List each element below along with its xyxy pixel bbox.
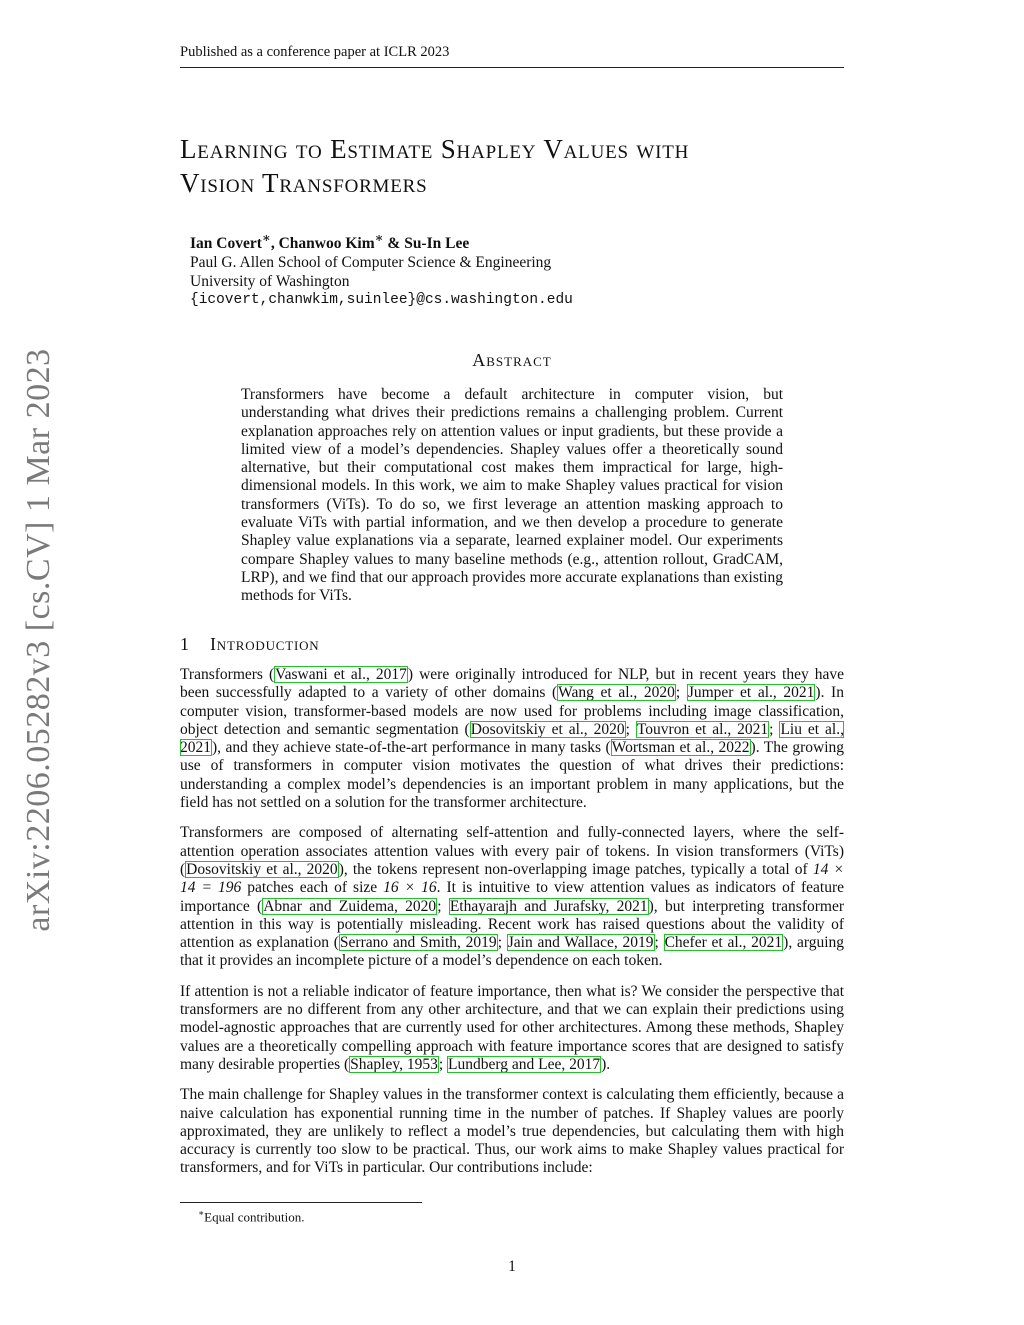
university: University of Washington bbox=[190, 273, 350, 291]
author-1-mark: ∗ bbox=[261, 230, 271, 245]
citation-link[interactable]: Liu et al., 2021 bbox=[180, 720, 844, 757]
author-2-mark: ∗ bbox=[374, 230, 384, 245]
title-line-1: Learning to Estimate Shapley Values with bbox=[180, 134, 690, 164]
citation-link[interactable]: Wang et al., 2020 bbox=[558, 684, 675, 702]
citation-link[interactable]: Shapley, 1953 bbox=[350, 1055, 438, 1073]
section-title: Introduction bbox=[210, 634, 320, 654]
citation-link[interactable]: Jumper et al., 2021 bbox=[687, 684, 815, 702]
page-number: 1 bbox=[508, 1258, 516, 1275]
citation-link[interactable]: Chefer et al., 2021 bbox=[664, 934, 783, 952]
citation-link[interactable]: Dosovitskiy et al., 2020 bbox=[470, 720, 625, 738]
math-patch-count: 14 × 14 = 196 bbox=[180, 860, 844, 897]
section-heading bbox=[180, 634, 319, 655]
author-block bbox=[190, 228, 573, 310]
title-line-2: Vision Transformers bbox=[180, 168, 428, 198]
footnote-text: Equal contribution. bbox=[204, 1209, 305, 1225]
citation-link[interactable]: Ethayarajh and Jurafsky, 2021 bbox=[449, 897, 648, 915]
arxiv-stamp-text: arXiv:2206.05282v3 [cs.CV] 1 Mar 2023 bbox=[20, 348, 57, 932]
running-header: Published as a conference paper at ICLR 2023 bbox=[180, 44, 844, 68]
arxiv-stamp bbox=[4, 350, 74, 930]
paper-title bbox=[180, 132, 860, 200]
email: {icovert,chanwkim,suinlee}@cs.washington.edu bbox=[190, 292, 573, 309]
math-patch-size: 16 × 16 bbox=[383, 879, 437, 897]
citation-link[interactable]: Touvron et al., 2021 bbox=[636, 720, 769, 738]
citation-link[interactable]: Vaswani et al., 2017 bbox=[275, 666, 407, 683]
citation-link[interactable]: Jain and Wallace, 2019 bbox=[507, 934, 654, 952]
citation-link[interactable]: Abnar and Zuidema, 2020 bbox=[263, 897, 437, 915]
paragraph-4: The main challenge for Shapley values in the transformer context is calculating them efficiently, because a naive calculation has exponential running time in the number of patches. If Shapley values are poorly approximated, they are unlikely to reflect a model’s true dependencies, but calculating them with high accuracy is currently too slow to be practical. Thus, our work aims to make Shapley values practical for transformers, and for ViTs in particular. Our contributions include: bbox=[180, 1086, 844, 1177]
author-names: Ian Covert∗, Chanwoo Kim∗ & Su-In Lee bbox=[190, 230, 470, 253]
citation-link[interactable]: Dosovitskiy et al., 2020 bbox=[186, 860, 338, 878]
paragraph-2: Transformers are composed of alternating self-attention and fully-connected layers, where the self-attention operation associates attention values with every pair of tokens. In vision transformers (ViTs) (Dosovitskiy et al., 2020), the tokens represent non-overlapping image patches, typically a total of 14 × 14 = 196 patches each of size 16 × 16. It is intuitive to view attention values as indicators of feature importance (Abnar and Zuidema, 2020; Ethayarajh and Jurafsky, 2021), but interpreting transformer attention in this way is potentially misleading. Recent work has raised questions about the validity of attention as explanation (Serrano and Smith, 2019; Jain and Wallace, 2019; Chefer et al., 2021), arguing that it provides an incomplete picture of a model’s dependence on each token. bbox=[180, 824, 845, 970]
citation-link[interactable]: Wortsman et al., 2022 bbox=[611, 739, 750, 757]
citation-link[interactable]: Lundberg and Lee, 2017 bbox=[448, 1055, 601, 1073]
author-2: Chanwoo Kim bbox=[278, 235, 375, 253]
citation-link[interactable]: Serrano and Smith, 2019 bbox=[339, 934, 497, 952]
intro-body bbox=[180, 666, 844, 1190]
footnote bbox=[198, 1208, 305, 1225]
affiliation: Paul G. Allen School of Computer Science & Engineering bbox=[190, 254, 552, 272]
paragraph-3: If attention is not a reliable indicator of feature importance, then what is? We consider the perspective that transformers are no different from any other architecture, and that we can explain their predictions using model-agnostic approaches that are currently used for other architectures. Among these methods, Shapley values are a theoretically compelling approach with feature importance scores that are designed to satisfy many desirable properties (Shapley, 1953; Lundberg and Lee, 2017). bbox=[180, 982, 844, 1073]
footnote-mark: ∗ bbox=[198, 1208, 205, 1218]
footnote-rule bbox=[180, 1202, 422, 1203]
author-1: Ian Covert bbox=[190, 235, 262, 253]
paragraph-1: Transformers (Vaswani et al., 2017) were originally introduced for NLP, but in recent years they have been successfully adapted to a variety of other domains (Wang et al., 2020; Jumper et al., 2021). In computer vision, transformer-based models are now used for problems including image classification, object detection and semantic segmentation (Dosovitskiy et al., 2020; Touvron et al., 2021; Liu et al., 2021), and they achieve state-of-the-art performance in many tasks (Wortsman et al., 2022). The growing use of transformers in computer vision motivates the question of what drives their predictions: understanding a complex model’s dependencies is an important problem in many applications, but the field has not settled on a solution for the transformer architecture. bbox=[180, 666, 844, 812]
author-3: & Su-In Lee bbox=[387, 235, 470, 253]
abstract-text: Transformers have become a default architecture in computer vision, but understanding what drives their predictions remains a challenging problem. Current explanation approaches rely on attention values or input gradients, but these provide a limited view of a model’s dependencies. Shapley values offer a theoretically sound alternative, but their computational cost makes them impractical for large, high-dimensional models. In this work, we aim to make Shapley values practical for vision transformers (ViTs). To do so, we first leverage an attention masking approach to evaluate ViTs with partial information, and we then develop a procedure to generate Shapley value explanations via a separate, learned explainer model. Our experiments compare Shapley values to many baseline methods (e.g., attention rollout, GradCAM, LRP), and we find that our approach provides more accurate explanations than existing methods for ViTs. bbox=[241, 386, 783, 605]
section-number: 1 bbox=[180, 634, 189, 654]
abstract-heading: Abstract bbox=[472, 350, 552, 370]
